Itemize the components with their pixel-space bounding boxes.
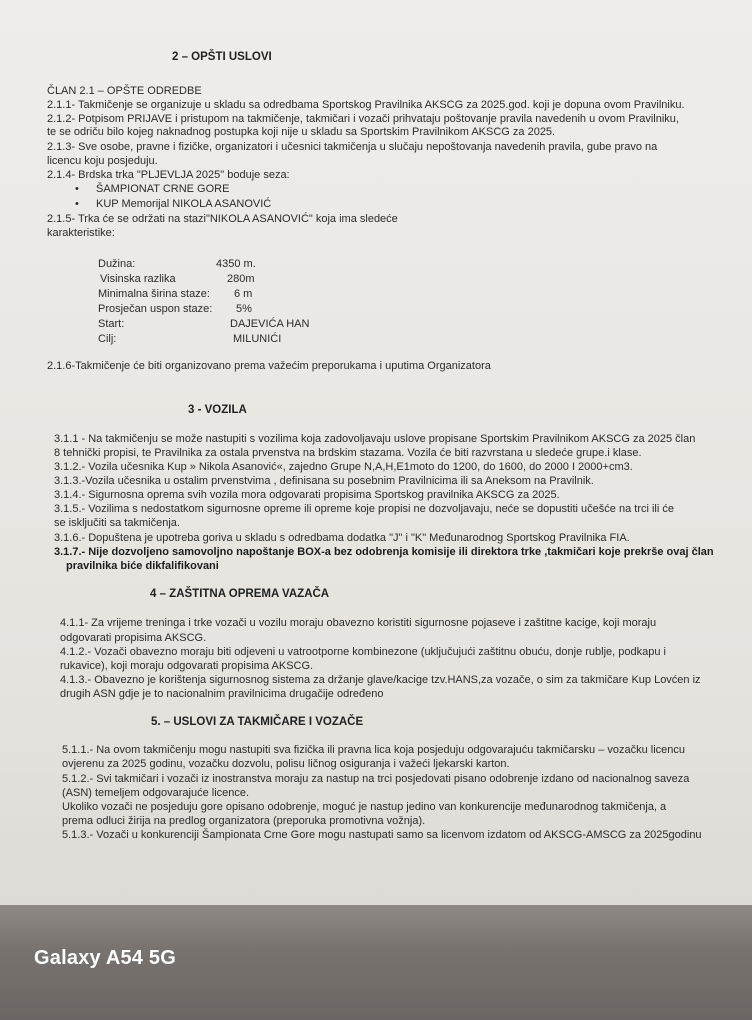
paragraph-line: 3.1.5.- Vozilima s nedostatkom sigurnosne opreme ili opreme koje propisi ne dozvoljavaju, neće se dopustiti učešće na trci ili će <box>54 503 674 515</box>
bullet-icon: • <box>75 198 79 210</box>
spec-value: 4350 m. <box>216 258 256 270</box>
paragraph-line: 3.1.2.- Vozila učesnika Kup » Nikola Asanović«, zajedno Grupe N,A,H,E1moto do 1200, do 1600, do 2000 I 2000+cm3. <box>54 461 633 473</box>
paragraph-line: drugih ASN gdje je to nacionalnim pravilnicima drugačije određeno <box>60 688 384 700</box>
paragraph-line: se isključiti sa takmičenja. <box>54 517 180 529</box>
spec-label: Dužina: <box>98 258 136 270</box>
paragraph-line: ovjerenu za 2025 godinu, vozačku dozvolu, polisu ličnog osiguranja i važeći ljekarski karton. <box>62 758 510 770</box>
section-3-title: 3 - VOZILA <box>188 404 247 416</box>
spec-label: Start: <box>98 318 125 330</box>
paragraph-line: 3.1.4.- Sigurnosna oprema svih vozila mora odgovarati propisima Sportskog pravilnika AKSCG za 2025. <box>54 489 560 501</box>
spec-value: MILUNIĆI <box>233 333 282 345</box>
paragraph-line: 5.1.1.- Na ovom takmičenju mogu nastupiti sva fizička ili pravna lica koja posjeduju odgovarajuću takmičarsku – vozačku licencu <box>62 744 686 756</box>
paragraph-line: 4.1.1- Za vrijeme treninga i trke vozači u vozilu moraju obavezno koristiti sigurnosne pojaseve i zaštitne kacige, koji moraju <box>60 617 657 629</box>
spec-value: 280m <box>227 273 255 285</box>
paragraph-line-bold: pravilnika biće dikfalifikovani <box>66 560 219 572</box>
spec-label: Cilj: <box>98 333 117 345</box>
spec-value: 6 m <box>234 288 253 300</box>
paragraph-line: 8 tehnički propisi, te Pravilnika za ostala prvenstva na brdskim stazama. Vozila će biti razvrstana u sledeće grupe.i klase. <box>54 447 642 459</box>
paragraph-line: 3.1.6.- Dopuštena je upotreba goriva u skladu s odredbama dodatka "J" i "K" Međunarodnog Sportskog Pravilnika FIA. <box>54 532 630 544</box>
list-item: ŠAMPIONAT CRNE GORE <box>96 183 230 195</box>
bullet-icon: • <box>75 183 79 195</box>
paragraph-line: 2.1.5- Trka će se održati na stazi"NIKOLA ASANOVIĆ" koja ima sledeće <box>47 213 398 225</box>
paragraph-line: licencu koju posjeduju. <box>47 155 158 167</box>
paragraph-line: 3.1.3.-Vozila učesnika u ostalim prvenstvima , definisana su posebnim Pravilnicima ili sa Aneksom na Pravilnik. <box>54 475 594 487</box>
paragraph-line: karakteristike: <box>47 227 115 239</box>
spec-label: Visinska razlika <box>100 273 176 285</box>
camera-watermark: Galaxy A54 5G <box>34 947 176 969</box>
spec-label: Minimalna širina staze: <box>98 288 210 300</box>
spec-label: Prosječan uspon staze: <box>98 303 213 315</box>
paragraph-line: Ukoliko vozači ne posjeduju gore opisano odobrenje, moguć je nastup jedino van konkurencije međunarodnog takmičenja, a <box>62 801 667 813</box>
spec-value: 5% <box>236 303 252 315</box>
paragraph-line: 5.1.3.- Vozači u konkurenciji Šampionata Crne Gore mogu nastupati samo sa licenvom izdatom od AKSCG-AMSCG za 2025godinu <box>62 829 702 841</box>
paragraph-line: 4.1.2.- Vozači obavezno moraju biti odjeveni u vatrootporne kombinezone (uključujući zaštitnu obuću, donje rublje, podkapu i <box>60 646 666 658</box>
paragraph-line: 2.1.6-Takmičenje će biti organizovano prema važećim preporukama i uputima Organizatora <box>47 360 491 372</box>
paragraph-line: 2.1.1- Takmičenje se organizuje u skladu sa odredbama Sportskog Pravilnika AKSCG za 2025.god. koji je dopuna ovom Pravilniku. <box>47 99 685 111</box>
section-5-title: 5. – USLOVI ZA TAKMIČARE I VOZAČE <box>151 716 364 728</box>
paragraph-line: 3.1.1 - Na takmičenju se može nastupiti s vozilima koja zadovoljavaju uslove propisane Sportskim Pravilnikom AKSCG za 2025 član <box>54 433 696 445</box>
paragraph-line: 5.1.2.- Svi takmičari i vozači iz inostranstva moraju za nastup na trci posjedovati pisano odobrenje izdano od nacionalnog saveza <box>62 773 690 785</box>
clan-2-1-heading: ČLAN 2.1 – OPŠTE ODREDBE <box>47 85 202 97</box>
list-item: KUP Memorijal NIKOLA ASANOVIĆ <box>96 198 272 210</box>
paragraph-line: prema odluci žirija na predlog organizatora (preporuka promotivna vožnja). <box>62 815 426 827</box>
paragraph-line: 4.1.3.- Obavezno je korištenja sigurnosnog sistema za držanje glave/kacige tzv.HANS,za vozače, o sim za takmičare Kup Lovćen iz <box>60 674 701 686</box>
paragraph-line: 2.1.3- Sve osobe, pravne i fizičke, organizatori i učesnici takmičenja u slučaju nepoštovanja navedenih pravila, gube pravo na <box>47 141 658 153</box>
paragraph-line: te se odriču bilo kojeg naknadnog postupka koji nije u skladu sa Sportskim Pravilnikom AKSCG za 2025. <box>47 126 556 138</box>
paragraph-line-bold: 3.1.7.- Nije dozvoljeno samovoljno napoštanje BOX-a bez odobrenja komisije ili direktora trke ,takmičari koje prekrše ovaj član <box>54 546 714 558</box>
spec-value: DAJEVIĆA HAN <box>230 318 310 330</box>
section-4-title: 4 – ZAŠTITNA OPREMA VAZAČA <box>150 588 330 600</box>
section-2-title: 2 – OPŠTI USLOVI <box>172 51 272 63</box>
paragraph-line: rukavice), koji moraju odgovarati propisima AKSCG. <box>60 660 314 672</box>
paragraph-line: 2.1.4- Brdska trka "PLJEVLJA 2025" boduje seza: <box>47 169 290 181</box>
paragraph-line: odgovarati propisima AKSCG. <box>60 632 207 644</box>
paragraph-line: 2.1.2- Potpisom PRIJAVE i pristupom na takmičenje, takmičari i vozači prihvataju poštovanje pravila navedenih u ovom Pravilniku, <box>47 113 679 125</box>
paragraph-line: (ASN) temeljem odgovarajuće licence. <box>62 787 250 799</box>
